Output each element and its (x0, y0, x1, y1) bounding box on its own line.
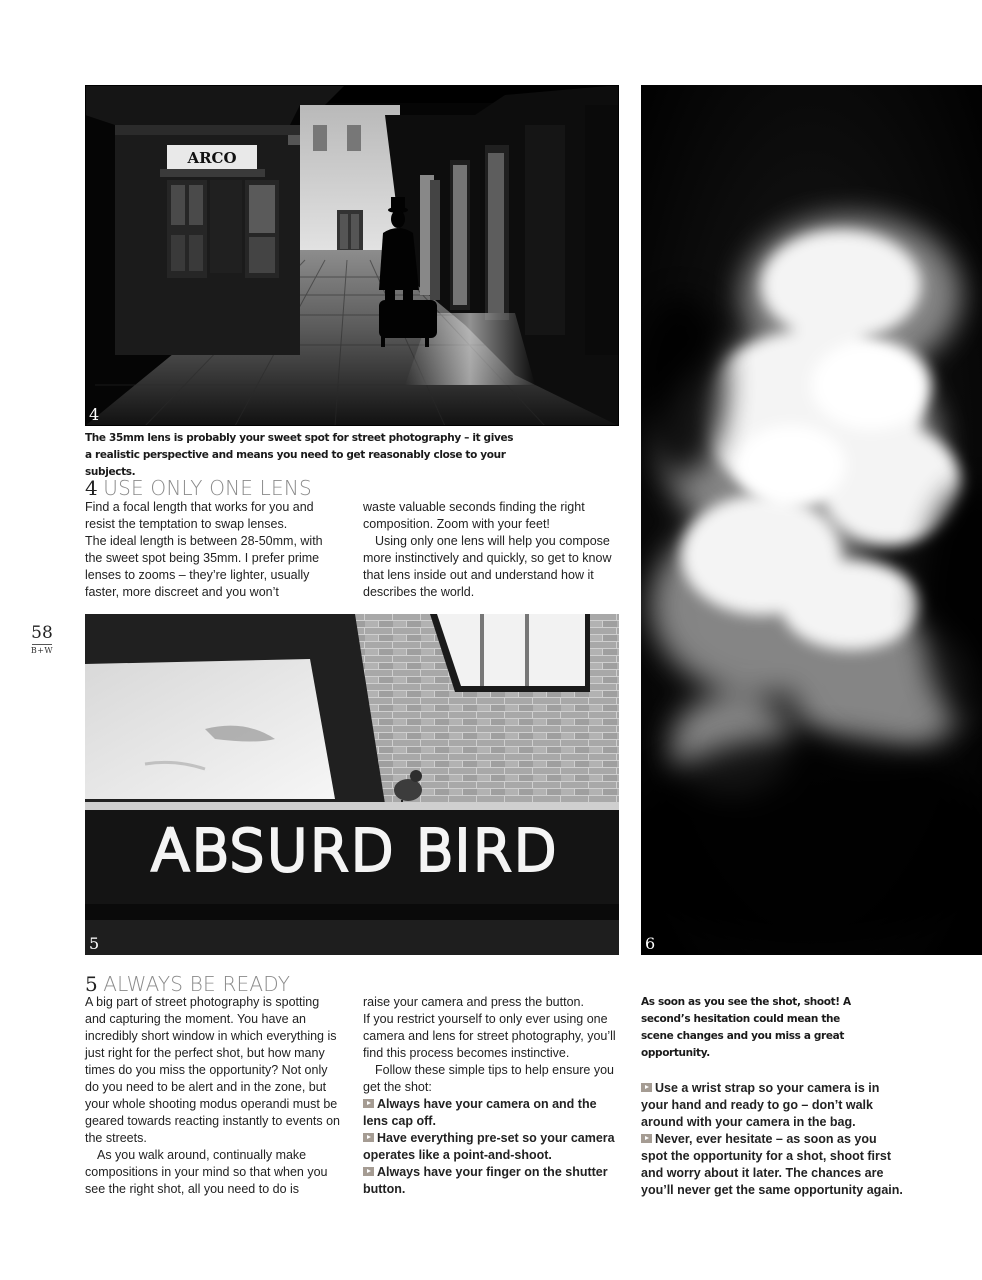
tip-text: Always have your finger on the shutter button. (363, 1165, 608, 1196)
paragraph: raise your camera and press the button. (363, 995, 584, 1009)
photo-6-caption: As soon as you see the shot, shoot! A second’s hesitation could mean the scene changes and you miss a great opportunity. (641, 996, 851, 1059)
tip-text: Use a wrist strap so your camera is in your hand and ready to go – don’t walk around with your camera in the bag. (641, 1081, 880, 1129)
section-5-col-1 (85, 994, 343, 1198)
play-arrow-icon (363, 1133, 374, 1142)
tip-text: Always have your camera on and the lens cap off. (363, 1097, 597, 1128)
section-5-col-2 (363, 994, 621, 1198)
play-arrow-icon (641, 1083, 652, 1092)
tip-item (641, 1131, 903, 1199)
photo-4-alley (85, 85, 619, 426)
play-arrow-icon (363, 1099, 374, 1108)
paragraph: If you restrict yourself to only ever using one camera and lens for street photography, you’ll find this process becomes instinctive. (363, 1012, 616, 1060)
section-4-col-2 (363, 499, 619, 601)
photo-4-caption: The 35mm lens is probably your sweet spot for street photography – it gives a realistic perspective and means you need to get reasonably close to your subjects. (85, 432, 514, 478)
tip-item (363, 1164, 621, 1198)
photo-6-number: 6 (645, 934, 656, 953)
play-arrow-icon (363, 1167, 374, 1176)
smoke-illustration (641, 85, 982, 955)
paragraph: Follow these simple tips to help ensure you get the shot: (363, 1063, 615, 1094)
paragraph: waste valuable seconds finding the right composition. Zoom with your feet! (363, 500, 585, 531)
section-5-heading (85, 973, 290, 996)
tip-item (641, 1080, 903, 1131)
absurd-bird-sign-text: ABSURD BIRD (151, 819, 559, 884)
paragraph: Using only one lens will help you compose more instinctively and quickly, so get to know that lens inside out and understand how it describes the world. (363, 534, 612, 599)
section-5-title: ALWAYS BE READY (103, 972, 291, 996)
alley-illustration (85, 85, 619, 426)
photo-6-smoke (641, 85, 982, 955)
tip-text: Have everything pre-set so your camera operates like a point-and-shoot. (363, 1131, 615, 1162)
tip-item (363, 1130, 621, 1164)
paragraph: As you walk around, continually make compositions in your mind so that when you see the right shot, all you need to do is (85, 1148, 328, 1196)
section-4-number: 4 (85, 476, 98, 500)
absurd-bird-illustration (85, 614, 619, 955)
photo-4-number: 4 (89, 405, 100, 424)
section-4-title: USE ONLY ONE LENS (103, 476, 312, 500)
photo-5-absurd-bird (85, 614, 619, 955)
paragraph: The ideal length is between 28-50mm, with the sweet spot being 35mm. I prefer prime lenses to zooms – they’re lighter, usually faster, more discreet and you won’t (85, 534, 323, 599)
section-5-number: 5 (85, 972, 98, 996)
folio-rule (32, 644, 52, 645)
play-arrow-icon (641, 1134, 652, 1143)
section-4-heading (85, 477, 312, 500)
magazine-name: B+W (30, 646, 54, 655)
page-folio (28, 623, 56, 656)
tip-text: Never, ever hesitate – as soon as you spot the opportunity for a shot, shoot first and worry about it later. The chances are you’ll never get the same opportunity again. (641, 1132, 903, 1197)
paragraph: Find a focal length that works for you and resist the temptation to swap lenses. (85, 500, 314, 531)
photo-5-number: 5 (89, 934, 100, 953)
tip-item (363, 1096, 621, 1130)
paragraph: A big part of street photography is spotting and capturing the moment. You have an incredibly short window in which everything is just right for the perfect shot, but how many times do you miss the opportunity? Not only do you need to be alert and in the zone, but your whole shooting modus operandi must be geared towards reacting instantly to events on the streets. (85, 995, 341, 1145)
section-5-col-3 (641, 1080, 903, 1199)
arco-sign-text: ARCO (187, 149, 237, 167)
section-4-col-1 (85, 499, 343, 601)
page-number: 58 (31, 623, 53, 643)
